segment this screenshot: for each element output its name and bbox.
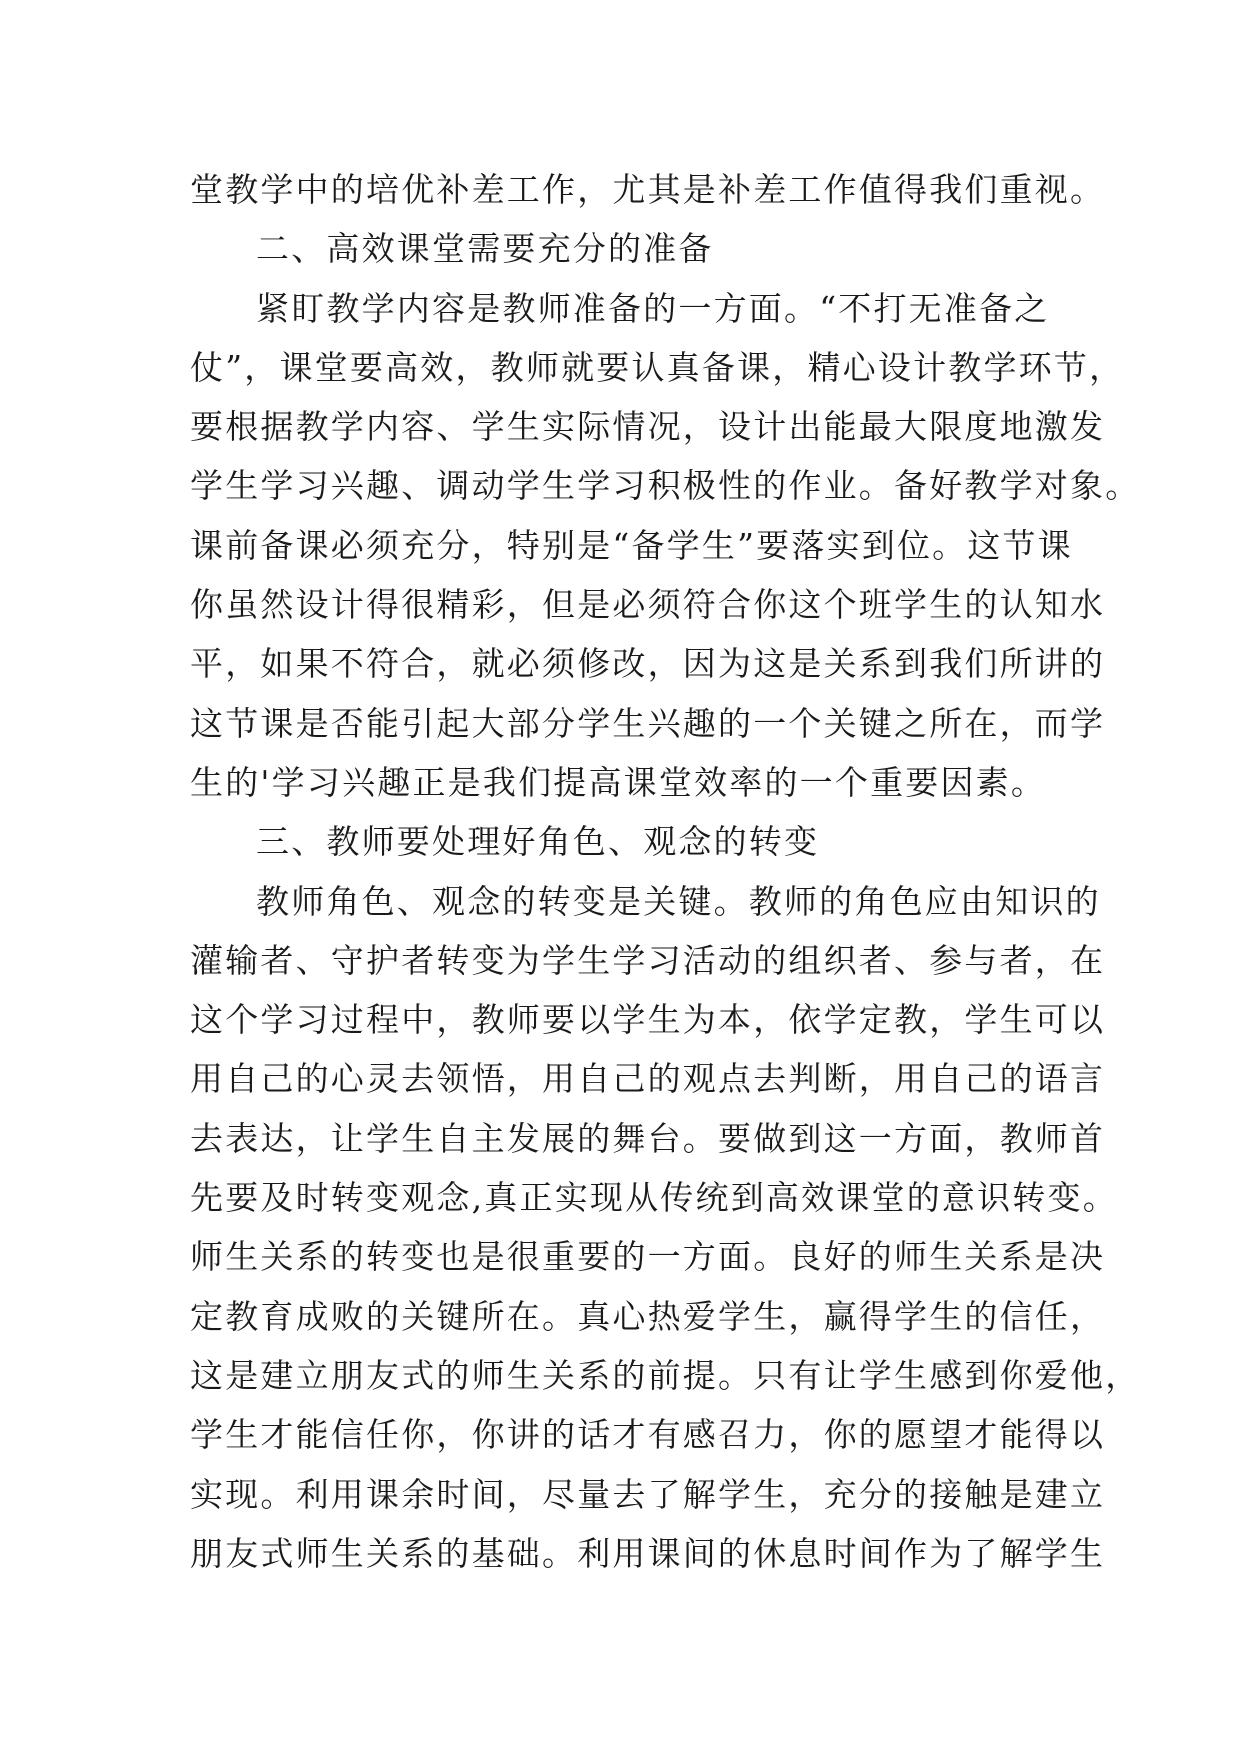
text-line: 课前备课必须充分，特别是“备学生”要落实到位。这节课 [190, 525, 1073, 565]
text-line: 你虽然设计得很精彩，但是必须符合你这个班学生的认知水 [190, 585, 1106, 625]
text-line: 用自己的心灵去领悟，用自己的观点去判断，用自己的语言 [190, 1059, 1106, 1099]
text-line: 要根据教学内容、学生实际情况，设计出能最大限度地激发 [190, 407, 1106, 447]
text-line: 学生学习兴趣、调动学生学习积极性的作业。备好教学对象。 [190, 466, 1141, 506]
text-line: 堂教学中的培优补差工作，尤其是补差工作值得我们重视。 [190, 170, 1106, 209]
text-line: 仗”，课堂要高效，教师就要认真备课，精心设计教学环节， [190, 347, 1125, 387]
text-line: 二、高效课堂需要充分的准备 [256, 229, 714, 269]
text-line: 学生才能信任你，你讲的话才有感召力，你的愿望才能得以 [190, 1415, 1106, 1455]
text-line: 三、教师要处理好角色、观念的转变 [256, 822, 820, 862]
text-line: 这节课是否能引起大部分学生兴趣的一个关键之所在，而学 [190, 703, 1106, 743]
text-line: 师生关系的转变也是很重要的一方面。良好的师生关系是决 [190, 1237, 1106, 1277]
text-line: 去表达，让学生自主发展的舞台。要做到这一方面，教师首 [190, 1118, 1106, 1158]
text-line: 定教育成败的关键所在。真心热爱学生，赢得学生的信任， [190, 1296, 1106, 1336]
text-line: 这是建立朋友式的师生关系的前提。只有让学生感到你爱他， [190, 1355, 1141, 1395]
text-line: 朋友式师生关系的基础。利用课间的休息时间作为了解学生 [190, 1533, 1106, 1573]
text-line: 这个学习过程中，教师要以学生为本，依学定教，学生可以 [190, 1000, 1106, 1040]
text-line: 生的'学习兴趣正是我们提高课堂效率的一个重要因素。 [190, 762, 1047, 802]
text-line: 紧盯教学内容是教师准备的一方面。“不打无准备之 [256, 288, 1050, 328]
text-line: 实现。利用课余时间，尽量去了解学生，充分的接触是建立 [190, 1474, 1106, 1514]
document-body [190, 160, 1141, 1583]
text-line: 先要及时转变观念,真正实现从传统到高效课堂的意识转变。 [190, 1178, 1118, 1218]
text-line: 平，如果不符合，就必须修改，因为这是关系到我们所讲的 [190, 644, 1106, 684]
text-line: 教师角色、观念的转变是关键。教师的角色应由知识的 [256, 881, 1101, 921]
text-line: 灌输者、守护者转变为学生学习活动的组织者、参与者，在 [190, 940, 1106, 980]
